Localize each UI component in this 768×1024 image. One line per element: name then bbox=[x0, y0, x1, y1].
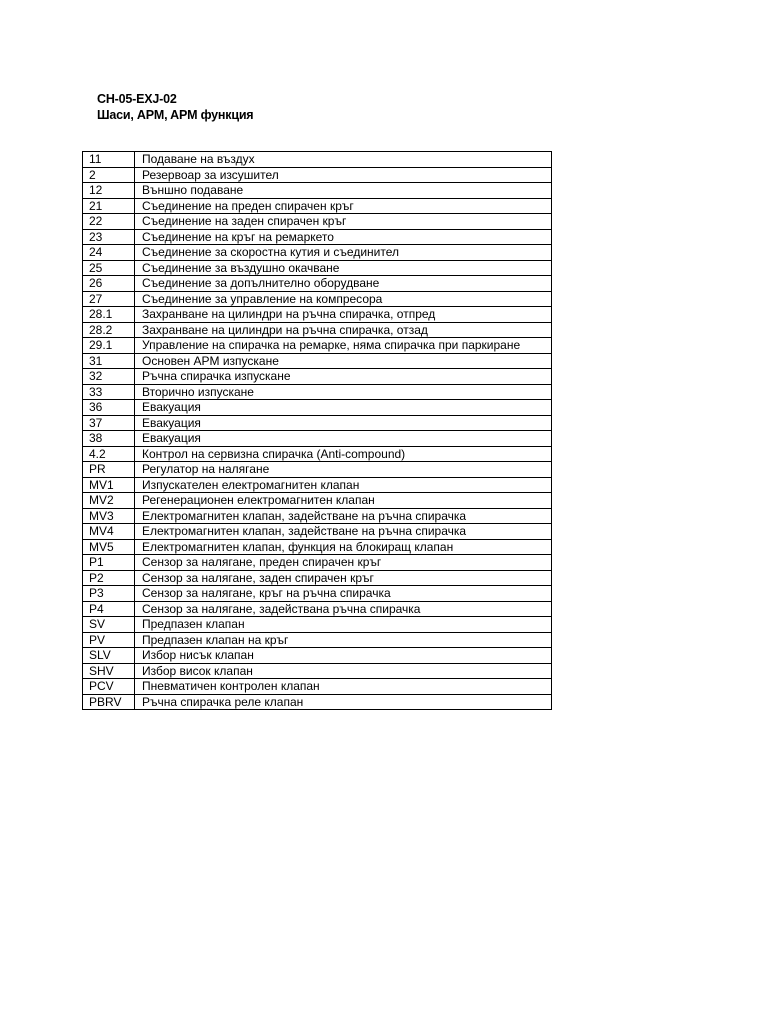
legend-code-cell: MV2 bbox=[83, 493, 135, 509]
table-row bbox=[83, 508, 552, 524]
legend-code-cell: 21 bbox=[83, 198, 135, 214]
legend-code-cell: 36 bbox=[83, 400, 135, 416]
legend-description-cell: Предпазен клапан на кръг bbox=[135, 632, 552, 648]
legend-code-cell: PCV bbox=[83, 679, 135, 695]
legend-description-cell: Ръчна спирачка изпускане bbox=[135, 369, 552, 385]
legend-description-cell: Ръчна спирачка реле клапан bbox=[135, 694, 552, 710]
legend-code-cell: 28.1 bbox=[83, 307, 135, 323]
table-row bbox=[83, 183, 552, 199]
legend-description-cell: Предпазен клапан bbox=[135, 617, 552, 633]
table-row bbox=[83, 493, 552, 509]
table-row bbox=[83, 353, 552, 369]
legend-description-cell: Съединение за допълнително оборудване bbox=[135, 276, 552, 292]
legend-description-cell: Избор нисък клапан bbox=[135, 648, 552, 664]
table-row bbox=[83, 586, 552, 602]
table-row bbox=[83, 260, 552, 276]
table-row bbox=[83, 276, 552, 292]
table-row bbox=[83, 462, 552, 478]
legend-description-cell: Избор висок клапан bbox=[135, 663, 552, 679]
table-row bbox=[83, 167, 552, 183]
legend-code-cell: MV5 bbox=[83, 539, 135, 555]
legend-code-cell: PR bbox=[83, 462, 135, 478]
table-row bbox=[83, 679, 552, 695]
legend-description-cell: Съединение за управление на компресора bbox=[135, 291, 552, 307]
legend-code-cell: 27 bbox=[83, 291, 135, 307]
legend-code-cell: 29.1 bbox=[83, 338, 135, 354]
legend-code-cell: MV1 bbox=[83, 477, 135, 493]
legend-code-cell: P1 bbox=[83, 555, 135, 571]
legend-code-cell: 2 bbox=[83, 167, 135, 183]
legend-description-cell: Изпускателен електромагнитен клапан bbox=[135, 477, 552, 493]
legend-code-cell: 4.2 bbox=[83, 446, 135, 462]
legend-description-cell: Съединение за скоростна кутия и съединител bbox=[135, 245, 552, 261]
legend-description-cell: Вторично изпускане bbox=[135, 384, 552, 400]
document-code: CH-05-EXJ-02 bbox=[97, 92, 177, 106]
table-row bbox=[83, 477, 552, 493]
table-row bbox=[83, 229, 552, 245]
legend-code-cell: P2 bbox=[83, 570, 135, 586]
legend-code-cell: MV4 bbox=[83, 524, 135, 540]
legend-code-cell: SLV bbox=[83, 648, 135, 664]
table-row bbox=[83, 152, 552, 168]
legend-code-cell: 12 bbox=[83, 183, 135, 199]
legend-code-cell: 31 bbox=[83, 353, 135, 369]
legend-table bbox=[82, 151, 552, 710]
table-row bbox=[83, 214, 552, 230]
legend-code-cell: SHV bbox=[83, 663, 135, 679]
legend-code-cell: 24 bbox=[83, 245, 135, 261]
legend-description-cell: Евакуация bbox=[135, 431, 552, 447]
legend-description-cell: Управление на спирачка на ремарке, няма спирачка при паркиране bbox=[135, 338, 552, 354]
legend-code-cell: 22 bbox=[83, 214, 135, 230]
table-row bbox=[83, 400, 552, 416]
table-row bbox=[83, 415, 552, 431]
table-row bbox=[83, 570, 552, 586]
legend-code-cell: PBRV bbox=[83, 694, 135, 710]
legend-code-cell: P4 bbox=[83, 601, 135, 617]
document-header bbox=[97, 91, 253, 123]
legend-description-cell: Регулатор на налягане bbox=[135, 462, 552, 478]
table-row bbox=[83, 431, 552, 447]
legend-code-cell: 23 bbox=[83, 229, 135, 245]
legend-description-cell: Сензор за налягане, задействана ръчна спирачка bbox=[135, 601, 552, 617]
legend-description-cell: Подаване на въздух bbox=[135, 152, 552, 168]
legend-description-cell: Външно подаване bbox=[135, 183, 552, 199]
legend-code-cell: 33 bbox=[83, 384, 135, 400]
legend-code-cell: 38 bbox=[83, 431, 135, 447]
document-title: Шаси, APM, APM функция bbox=[97, 108, 254, 122]
legend-description-cell: Резервоар за изсушител bbox=[135, 167, 552, 183]
table-row bbox=[83, 617, 552, 633]
legend-description-cell: Захранване на цилиндри на ръчна спирачка, отпред bbox=[135, 307, 552, 323]
legend-code-cell: 37 bbox=[83, 415, 135, 431]
legend-description-cell: Съединение за въздушно окачване bbox=[135, 260, 552, 276]
table-row bbox=[83, 632, 552, 648]
legend-description-cell: Сензор за налягане, кръг на ръчна спирачка bbox=[135, 586, 552, 602]
table-row bbox=[83, 307, 552, 323]
table-row bbox=[83, 322, 552, 338]
legend-description-cell: Регенерационен електромагнитен клапан bbox=[135, 493, 552, 509]
legend-description-cell: Електромагнитен клапан, функция на блокиращ клапан bbox=[135, 539, 552, 555]
legend-code-cell: P3 bbox=[83, 586, 135, 602]
table-row bbox=[83, 384, 552, 400]
legend-description-cell: Електромагнитен клапан, задействане на ръчна спирачка bbox=[135, 524, 552, 540]
table-row bbox=[83, 369, 552, 385]
legend-description-cell: Съединение на заден спирачен кръг bbox=[135, 214, 552, 230]
table-row bbox=[83, 338, 552, 354]
table-row bbox=[83, 601, 552, 617]
legend-code-cell: SV bbox=[83, 617, 135, 633]
legend-code-cell: 32 bbox=[83, 369, 135, 385]
legend-description-cell: Сензор за налягане, преден спирачен кръг bbox=[135, 555, 552, 571]
table-row bbox=[83, 539, 552, 555]
table-row bbox=[83, 524, 552, 540]
legend-description-cell: Основен APM изпускане bbox=[135, 353, 552, 369]
table-row bbox=[83, 555, 552, 571]
table-row bbox=[83, 663, 552, 679]
legend-description-cell: Електромагнитен клапан, задействане на ръчна спирачка bbox=[135, 508, 552, 524]
legend-description-cell: Сензор за налягане, заден спирачен кръг bbox=[135, 570, 552, 586]
legend-description-cell: Контрол на сервизна спирачка (Anti-compound) bbox=[135, 446, 552, 462]
table-row bbox=[83, 694, 552, 710]
legend-code-cell: 11 bbox=[83, 152, 135, 168]
table-row bbox=[83, 648, 552, 664]
legend-description-cell: Съединение на преден спирачен кръг bbox=[135, 198, 552, 214]
legend-description-cell: Евакуация bbox=[135, 415, 552, 431]
legend-description-cell: Пневматичен контролен клапан bbox=[135, 679, 552, 695]
legend-description-cell: Съединение на кръг на ремаркето bbox=[135, 229, 552, 245]
legend-table-body bbox=[83, 152, 552, 710]
legend-code-cell: PV bbox=[83, 632, 135, 648]
legend-code-cell: 25 bbox=[83, 260, 135, 276]
table-row bbox=[83, 446, 552, 462]
table-row bbox=[83, 291, 552, 307]
table-row bbox=[83, 198, 552, 214]
legend-code-cell: 26 bbox=[83, 276, 135, 292]
legend-description-cell: Захранване на цилиндри на ръчна спирачка, отзад bbox=[135, 322, 552, 338]
legend-code-cell: MV3 bbox=[83, 508, 135, 524]
legend-description-cell: Евакуация bbox=[135, 400, 552, 416]
table-row bbox=[83, 245, 552, 261]
legend-code-cell: 28.2 bbox=[83, 322, 135, 338]
